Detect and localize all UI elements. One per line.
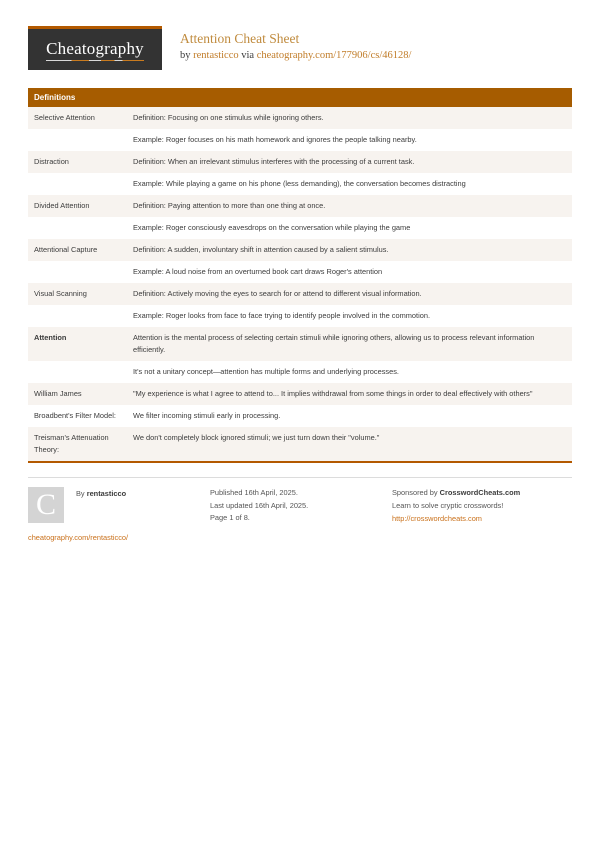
page-number: Page 1 of 8. bbox=[210, 513, 250, 522]
definitions-card bbox=[28, 88, 572, 463]
logo-wordmark: Cheatography bbox=[46, 39, 144, 61]
row-description: "My experience is what I agree to attend to... It implies withdrawal from some things in order to deal effectively with others" bbox=[127, 383, 572, 405]
footer-author-column bbox=[28, 477, 210, 545]
sponsor-tagline: Learn to solve cryptic crosswords! bbox=[392, 500, 504, 510]
table-row bbox=[28, 305, 572, 327]
footer-publish-column bbox=[210, 477, 392, 545]
row-term bbox=[28, 261, 127, 283]
row-description: We don't completely block ignored stimuli; we just turn down their "volume." bbox=[127, 427, 572, 461]
row-term: Attention bbox=[28, 327, 127, 361]
row-description: Example: Roger consciously eavesdrops on the conversation while playing the game bbox=[127, 217, 572, 239]
table-row bbox=[28, 361, 572, 383]
last-updated-date: Last updated 16th April, 2025. bbox=[210, 500, 309, 510]
table-row bbox=[28, 195, 572, 217]
table-row bbox=[28, 427, 572, 461]
byline-via: via bbox=[238, 50, 257, 61]
byline-author[interactable]: rentasticco bbox=[193, 50, 239, 61]
row-term bbox=[28, 305, 127, 327]
page-header bbox=[0, 0, 600, 70]
row-description: It's not a unitary concept—attention has multiple forms and underlying processes. bbox=[127, 361, 572, 383]
author-username: rentasticco bbox=[86, 489, 127, 498]
row-description: We filter incoming stimuli early in processing. bbox=[127, 405, 572, 427]
row-term: Selective Attention bbox=[28, 107, 127, 129]
row-term: Treisman's Attenuation Theory: bbox=[28, 427, 127, 461]
row-term bbox=[28, 173, 127, 195]
table-row bbox=[28, 405, 572, 427]
sponsor-line bbox=[392, 487, 572, 500]
table-row bbox=[28, 129, 572, 151]
row-description: Example: While playing a game on his phone (less demanding), the conversation becomes distracting bbox=[127, 173, 572, 195]
byline bbox=[180, 48, 411, 64]
table-row bbox=[28, 327, 572, 361]
row-term bbox=[28, 361, 127, 383]
footer-sponsor-column bbox=[392, 477, 572, 545]
sponsor-name: CrosswordCheats.com bbox=[439, 488, 521, 497]
row-term: Divided Attention bbox=[28, 195, 127, 217]
row-description: Example: Roger focuses on his math homework and ignores the people talking nearby. bbox=[127, 129, 572, 151]
row-term: Broadbent's Filter Model: bbox=[28, 405, 127, 427]
row-term: Attentional Capture bbox=[28, 239, 127, 261]
source-url-link[interactable]: cheatography.com/177906/cs/46128/ bbox=[256, 50, 412, 61]
sponsor-prefix: Sponsored by bbox=[392, 488, 440, 497]
table-row bbox=[28, 173, 572, 195]
table-row bbox=[28, 217, 572, 239]
row-description: Definition: Actively moving the eyes to search for or attend to different visual information. bbox=[127, 283, 572, 305]
row-term: William James bbox=[28, 383, 127, 405]
page-footer bbox=[28, 477, 572, 545]
row-term bbox=[28, 217, 127, 239]
row-description: Attention is the mental process of selecting certain stimuli while ignoring others, allowing us to process relevant information efficiently. bbox=[127, 327, 572, 361]
table-row bbox=[28, 383, 572, 405]
row-description: Definition: When an irrelevant stimulus interferes with the processing of a current task. bbox=[127, 151, 572, 173]
row-description: Example: A loud noise from an overturned book cart draws Roger's attention bbox=[127, 261, 572, 283]
row-term: Distraction bbox=[28, 151, 127, 173]
author-by-label: By bbox=[76, 489, 87, 498]
cheatography-logo[interactable] bbox=[28, 26, 162, 70]
definitions-table-body bbox=[28, 107, 572, 461]
definitions-table bbox=[28, 107, 572, 461]
row-term: Visual Scanning bbox=[28, 283, 127, 305]
table-row bbox=[28, 261, 572, 283]
published-date: Published 16th April, 2025. bbox=[210, 488, 298, 497]
author-profile-link[interactable]: cheatography.com/rentasticco/ bbox=[28, 533, 129, 542]
title-block bbox=[180, 26, 411, 64]
row-description: Definition: Focusing on one stimulus while ignoring others. bbox=[127, 107, 572, 129]
table-row bbox=[28, 283, 572, 305]
avatar: C bbox=[28, 487, 64, 523]
table-row bbox=[28, 107, 572, 129]
author-name bbox=[76, 487, 126, 501]
author-row bbox=[28, 487, 194, 523]
card-header-definitions: Definitions bbox=[28, 88, 572, 107]
table-row bbox=[28, 151, 572, 173]
sponsor-url-link[interactable]: http://crosswordcheats.com bbox=[392, 514, 482, 523]
page-title: Attention Cheat Sheet bbox=[180, 31, 300, 46]
byline-prefix: by bbox=[180, 50, 194, 61]
table-row bbox=[28, 239, 572, 261]
row-description: Definition: A sudden, involuntary shift in attention caused by a salient stimulus. bbox=[127, 239, 572, 261]
row-description: Definition: Paying attention to more than one thing at once. bbox=[127, 195, 572, 217]
row-term bbox=[28, 129, 127, 151]
row-description: Example: Roger looks from face to face trying to identify people involved in the commotion. bbox=[127, 305, 572, 327]
